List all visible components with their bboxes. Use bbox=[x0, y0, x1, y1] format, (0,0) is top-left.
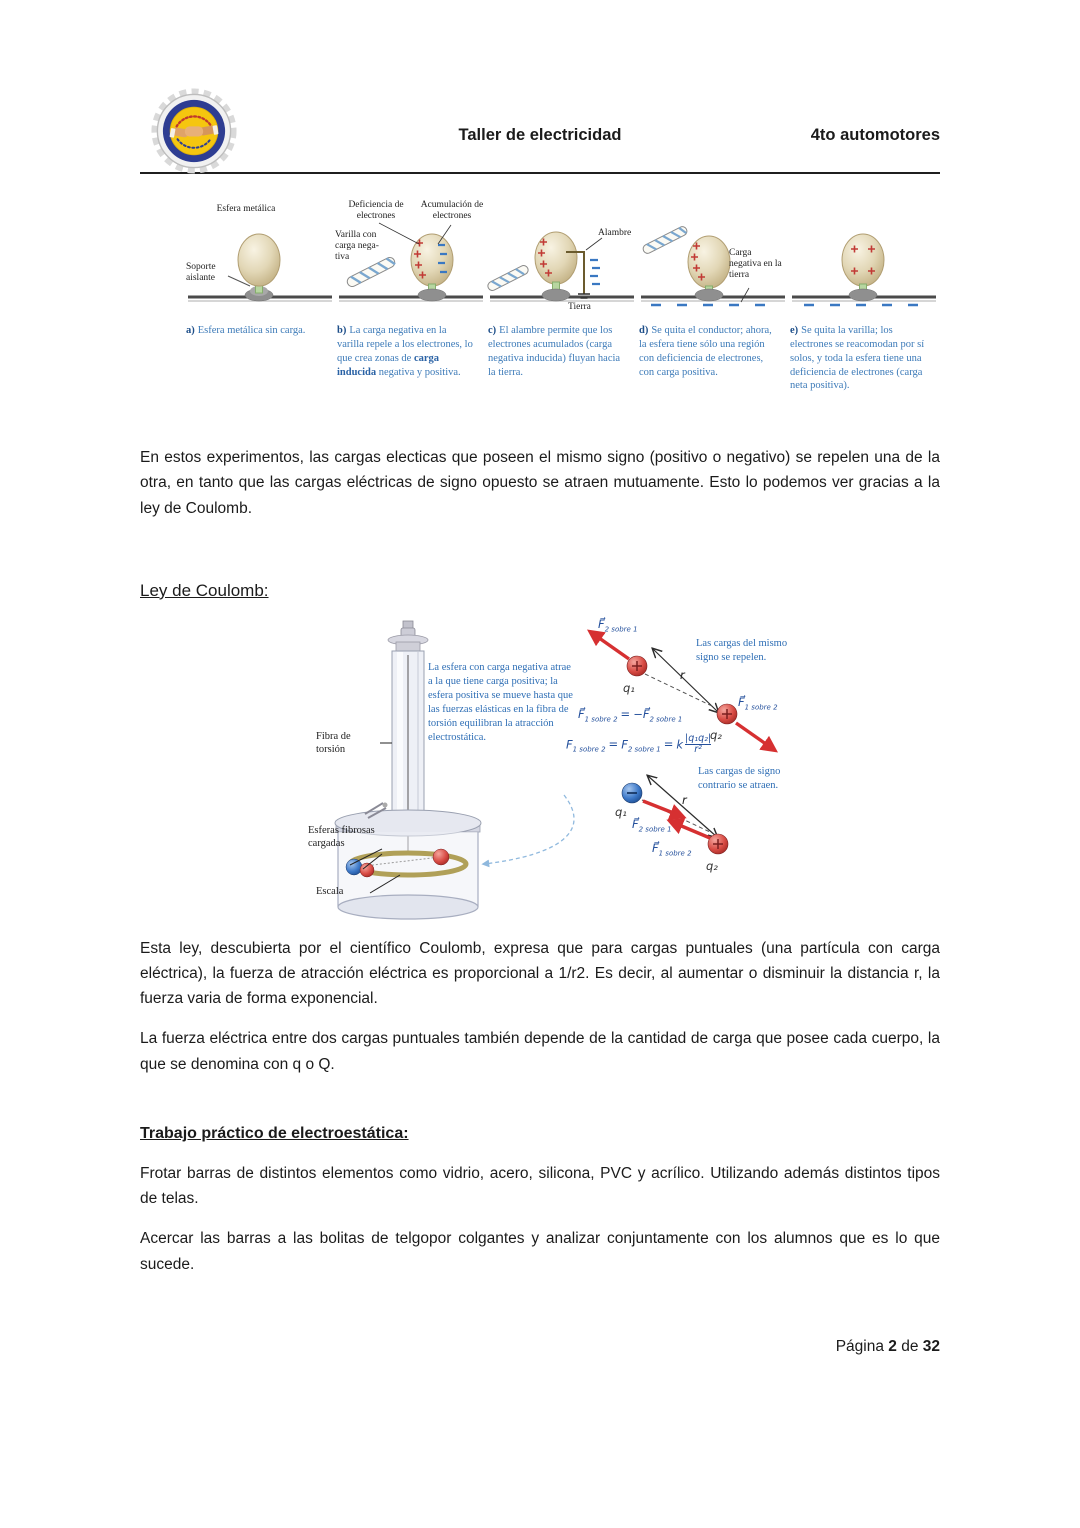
equation-coulomb-law: $F_{1 sobre 2} = F_{2 sobre 1} = k \frac{\text{|q₁q₂|}}{\text{r²}}$ bbox=[566, 732, 712, 756]
panel-b bbox=[335, 200, 486, 393]
charged-rod bbox=[486, 264, 529, 292]
gear-handshake-icon bbox=[148, 88, 240, 174]
coulomb-fraction: $\frac{\text{|q₁q₂|}}{\text{r²}}$ bbox=[685, 732, 712, 756]
force-label-2on1: $F⃗_{2 sobre 1}$ bbox=[598, 616, 638, 633]
paragraph-coulomb-1: Esta ley, descubierta por el científico Coulomb, expresa que para cargas puntuales (una partícula con carga eléctrica), la fuerza de atracción eléctrica es proporcional a 1/r2. Es decir, al aumentar o disminuir la distancia r, la fuerza varia de forma exponencial. bbox=[140, 939, 940, 1007]
induction-figure bbox=[184, 200, 942, 393]
header bbox=[140, 90, 940, 174]
charge-q1-label: q₁ bbox=[623, 680, 635, 695]
torsion-annotation: La esfera con carga negativa atrae a la que tiene carga positiva; la esfera positiva se mueve hasta que las fuerzas elásticas en la fibra de torsión equilibran la atracción electrostática. bbox=[428, 661, 573, 743]
panel-c bbox=[486, 200, 637, 393]
coulomb-figure bbox=[140, 617, 940, 922]
paragraph-coulomb-2: La fuerza eléctrica entre dos cargas puntuales también depende de la cantidad de carga que posee cada cuerpo, la que se denomina con q o Q. bbox=[140, 1030, 940, 1073]
label-earth: Tierra bbox=[568, 302, 591, 312]
caption-a: a) Esfera metálica sin carga. bbox=[186, 325, 306, 336]
force-label-1on2: $F⃗_{1 sobre 2}$ bbox=[738, 694, 778, 711]
label-electron-deficiency: Deficiencia de electrones bbox=[348, 200, 404, 221]
electron-flow bbox=[590, 260, 600, 284]
caption-c: c) El alambre permite que los electrones acumulados (carga negativa inducida) fluyan hacia la tierra. bbox=[488, 325, 621, 378]
page-title: Taller de electricidad bbox=[458, 126, 622, 144]
panel-e bbox=[788, 200, 939, 393]
paragraph-practice-1: Frotar barras de distintos elementos como vidrio, acero, silicona, PVC y acrílico. Utilizando además distintos tipos de telas. bbox=[140, 1164, 940, 1207]
label-charged-spheres: Esferas fibrosas cargadas bbox=[308, 824, 375, 849]
caption-e: e) Se quita la varilla; los electrones se reacomodan por sí solos, y toda la esfera tiene una deficiencia de electrones (carga neta positiva). bbox=[790, 325, 925, 392]
panel-a-drawing bbox=[184, 200, 335, 314]
practice-heading: Trabajo práctico de electroestática: bbox=[140, 1124, 409, 1142]
coulomb-heading: Ley de Coulomb: bbox=[140, 580, 269, 600]
school-logo bbox=[148, 88, 240, 179]
panel-a bbox=[184, 200, 335, 393]
positive-sphere bbox=[433, 849, 449, 865]
panel-d bbox=[637, 200, 788, 393]
panel-c-drawing bbox=[486, 200, 637, 314]
equation-newton3: $F⃗_{1 sobre 2}$ = $-F⃗_{2 sobre 1}$ bbox=[578, 706, 683, 723]
charged-rod bbox=[642, 225, 689, 255]
repel-note: Las cargas del mismo signo se repelen. bbox=[696, 637, 788, 663]
page-footer: Página 2 de 32 bbox=[835, 1338, 940, 1355]
caption-b: b) La carga negativa en la varilla repele a los electrones, lo que crea zonas de carga inducida negativa y positiva. bbox=[337, 325, 473, 378]
label-insulating-support: Soporte aislante bbox=[186, 262, 216, 283]
attract-note: Las cargas de signo contrario se atraen. bbox=[698, 765, 781, 791]
distance-r-label: r bbox=[682, 792, 687, 807]
label-negative-rod: Varilla con carga nega- tiva bbox=[335, 230, 379, 262]
charge-q1-label: q₁ bbox=[615, 804, 627, 819]
charge-q2-label: q₂ bbox=[710, 727, 722, 742]
course-label: 4to automotores bbox=[810, 126, 940, 144]
paragraph-intro: En estos experimentos, las cargas electicas que poseen el mismo signo (positivo o negativo) se repelen una de la otra, en tanto que las cargas eléctricas de signo opuesto se atraen mutuamente. Esto lo podemos ver gracias a la ley de Coulomb. bbox=[140, 449, 940, 517]
distance-r-label: r bbox=[680, 667, 685, 682]
label-metal-sphere: Esfera metálica bbox=[216, 204, 276, 214]
label-torsion-fiber: Fibra de torsión bbox=[316, 730, 351, 755]
force-label-1on2: $F⃗_{1 sobre 2}$ bbox=[652, 840, 692, 857]
label-wire: Alambre bbox=[598, 228, 632, 238]
negative-sphere bbox=[346, 859, 362, 875]
caption-d: d) Se quita el conductor; ahora, la esfera tiene sólo una región con deficiencia de electrones, con carga positiva. bbox=[639, 325, 772, 378]
force-label-2on1: $F⃗_{2 sobre 1}$ bbox=[632, 816, 672, 833]
positive-sphere bbox=[360, 863, 374, 877]
label-scale: Escala bbox=[316, 885, 344, 897]
label-negative-charge-ground: Carga negativa en la tierra bbox=[729, 248, 782, 280]
label-electron-accumulation: Acumulación de electrones bbox=[420, 200, 484, 221]
charge-q2-label: q₂ bbox=[706, 858, 718, 873]
panel-e-drawing bbox=[788, 200, 939, 314]
paragraph-practice-2: Acercar las barras a las bolitas de telgopor colgantes y analizar conjuntamente con los alumnos que es lo que sucede. bbox=[140, 1230, 940, 1273]
